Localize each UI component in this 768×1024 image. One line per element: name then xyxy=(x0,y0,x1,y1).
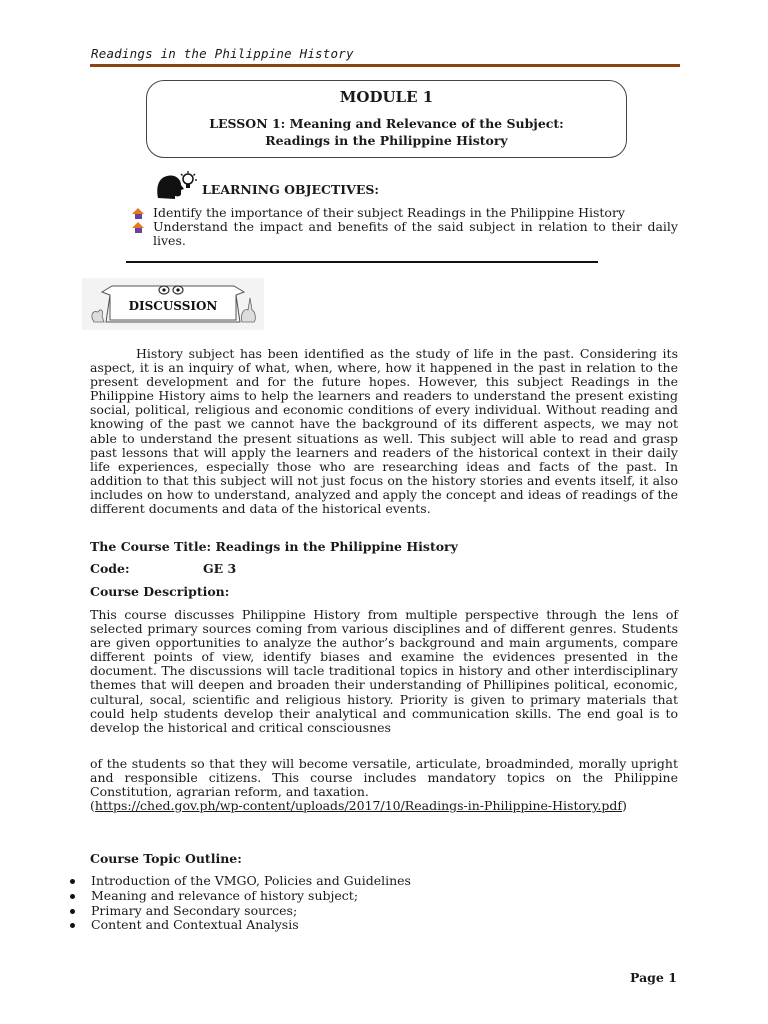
course-code-value: GE 3 xyxy=(203,561,237,576)
objective-text: Identify the importance of their subject Readings in the Philippine History xyxy=(153,205,625,220)
header-rule xyxy=(90,64,680,67)
discussion-banner xyxy=(82,278,264,330)
bullet-icon xyxy=(70,923,75,928)
topic-item: Content and Contextual Analysis xyxy=(70,918,630,933)
course-code-label: Code: xyxy=(90,561,130,576)
reference-citation xyxy=(90,799,678,813)
topic-item: Meaning and relevance of history subject; xyxy=(70,889,630,904)
page-number: Page 1 xyxy=(630,970,677,985)
objective-text: Understand the impact and benefits of the said subject in relation to their daily lives. xyxy=(153,219,678,248)
objective-item xyxy=(130,220,678,248)
objective-item xyxy=(130,206,678,220)
reference-link[interactable]: https://ched.gov.ph/wp-content/uploads/2017/10/Readings-in-Philippine-History.pdf xyxy=(94,798,623,813)
colored-arrow-bullet-icon xyxy=(132,208,145,219)
module-title: MODULE 1 xyxy=(339,88,434,106)
topic-item: Introduction of the VMGO, Policies and Guidelines xyxy=(70,874,630,889)
reference-close-paren: ) xyxy=(622,798,627,813)
discussion-label: DISCUSSION xyxy=(128,299,218,313)
course-topic-list xyxy=(70,874,630,933)
bullet-icon xyxy=(70,879,75,884)
thinking-head-icon xyxy=(155,170,199,200)
learning-objectives-heading: LEARNING OBJECTIVES: xyxy=(202,182,379,197)
colored-arrow-bullet-icon xyxy=(132,222,145,233)
course-description-continuation: of the students so that they will become versatile, articulate, broadminded, morally upright and responsible citizens. This course includes mandatory topics on the Philippine Constitution, agrarian reform, and taxation. xyxy=(90,756,678,800)
course-topic-outline-label: Course Topic Outline: xyxy=(90,851,242,866)
bullet-icon xyxy=(70,909,75,914)
reference-open-paren: ( xyxy=(90,798,95,813)
bullet-icon xyxy=(70,894,75,899)
section-divider xyxy=(126,261,598,263)
course-description-label: Course Description: xyxy=(90,584,230,599)
course-description: This course discusses Philippine History from multiple perspective through the lens of selected primary sources coming from various disciplines and of different genres. Students are given opportunities to analyze the author’s background and main arguments, compare different points of view, identify biases and examine the evidences presented in the document. The discussions will tacle traditional topics in history and other interdisciplinary themes that will deepen and broaden their understanding of Phillipines political, economic, cultural, socal, scientific and religious history. Priority is given to primary materials that could help students develop their analytical and communication skills. The end goal is to develop the historical and critical consciousnes xyxy=(90,607,678,735)
topic-item: Primary and Secondary sources; xyxy=(70,904,630,919)
learning-objectives-list xyxy=(130,206,678,248)
running-header-title: Readings in the Philippine History xyxy=(91,46,354,61)
intro-paragraph: History subject has been identified as the study of life in the past. Considering its aspect, it is an inquiry of what, when, where, how it happened in the past in relation to the present development and for the future hopes. However, this subject Readings in the Philippine History aims to help the learners and readers to understand the present existing social, political, religious and economic conditions of every individual. Without reading and knowing of the past we cannot have the background of its different aspects, we may not able to understand the present situations as well. This subject will able to read and grasp past lessons that will apply the learners and readers of the historical context in their daily life experiences, especially those who are researching ideas and facts of the past. In addition to that this subject will not just focus on the history stories and events itself, it also includes on how to understand, analyzed and apply the concept and ideas of readings of the different documents and data of the historical events. xyxy=(90,346,678,517)
course-title-line: The Course Title: Readings in the Philippine History xyxy=(90,539,458,554)
lesson-title-line-1: LESSON 1: Meaning and Relevance of the Subject: xyxy=(209,116,564,131)
lesson-title-line-2: Readings in the Philippine History xyxy=(265,133,508,148)
